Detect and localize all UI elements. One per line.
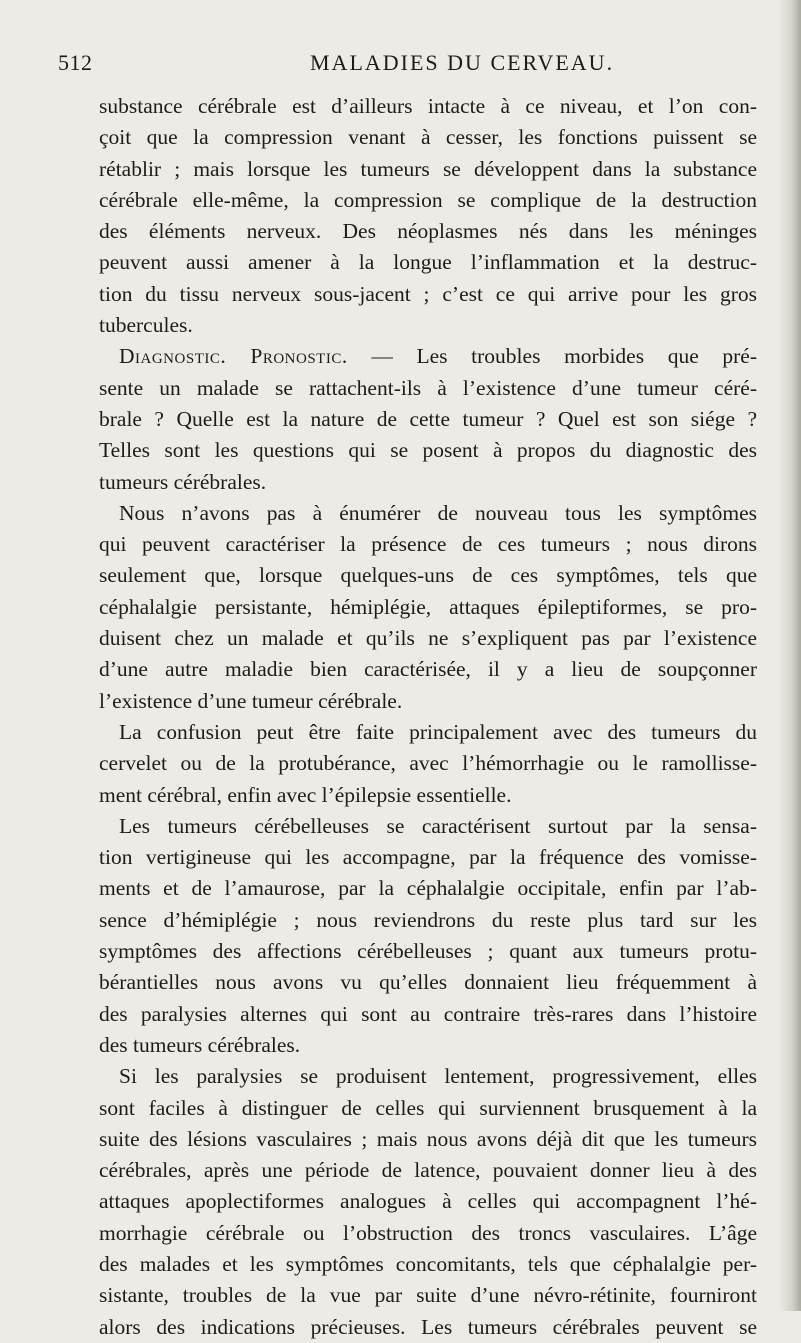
text-line (99, 1218, 757, 1249)
text-line (99, 1124, 757, 1155)
text-line (99, 748, 757, 779)
text-line (99, 498, 757, 529)
line-text: bérantielles nous avons vu qu’elles donnaient lieu fréquemment à (99, 970, 757, 995)
text-line (99, 560, 757, 591)
text-line (99, 717, 757, 748)
line-text: cérébrale elle-même, la compression se complique de la destruction (99, 187, 757, 212)
line-text: substance cérébrale est d’ailleurs intacte à ce niveau, et l’on con- (99, 94, 757, 118)
line-text: des malades et les symptômes concomitants, tels que céphalalgie per- (99, 1251, 757, 1276)
line-text: brale ? Quelle est la nature de cette tumeur ? Quel est son siége ? (99, 406, 757, 431)
text-line (99, 404, 757, 435)
line-text: ment cérébral, enfin avec l’épilepsie essentielle. (99, 782, 512, 807)
line-text: — Les troubles morbides que pré- (371, 344, 758, 369)
text-line (99, 1093, 757, 1124)
text-line (99, 154, 757, 185)
text-line (99, 467, 757, 498)
text-line (99, 873, 757, 904)
body-text (99, 91, 757, 1343)
line-text: sistante, troubles de la vue par suite d’une névro-rétinite, fourniront (99, 1283, 757, 1308)
text-line (99, 1155, 757, 1186)
line-text: çoit que la compression venant à cesser, les fonctions puissent se (99, 125, 757, 150)
line-text: Nous n’avons pas à énumérer de nouveau tous les symptômes (119, 500, 757, 525)
line-text: tion vertigineuse qui les accompagne, par la fréquence des vomisse- (99, 845, 757, 870)
line-text: tion du tissu nerveux sous-jacent ; c’est ce qui arrive pour les gros (99, 281, 757, 306)
text-line (99, 1030, 757, 1061)
section-heading: Diagnostic. Pronostic. (119, 344, 348, 369)
line-text: sont faciles à distinguer de celles qui surviennent brusquement à la (99, 1095, 757, 1120)
page-number: 512 (58, 50, 93, 75)
line-text: des tumeurs cérébrales. (99, 1032, 301, 1057)
line-text: sence d’hémiplégie ; nous reviendrons du reste plus tard sur les (99, 907, 757, 932)
line-text: tumeurs cérébrales. (99, 469, 267, 494)
line-text: rétablir ; mais lorsque les tumeurs se développent dans la substance (99, 156, 757, 181)
line-text: sente un malade se rattachent-ils à l’existence d’une tumeur céré- (99, 375, 757, 400)
line-text: peuvent aussi amener à la longue l’inflammation et la destruc- (99, 250, 757, 275)
text-line (99, 435, 757, 466)
text-line (99, 999, 757, 1030)
text-line (99, 936, 757, 967)
text-line (99, 686, 757, 717)
running-title: MALADIES DU CERVEAU. (310, 50, 615, 75)
text-line (99, 967, 757, 998)
text-line (99, 623, 757, 654)
line-text: qui peuvent caractériser la présence de ces tumeurs ; nous dirons (99, 532, 757, 557)
line-text: morrhagie cérébrale ou l’obstruction des troncs vasculaires. L’âge (99, 1220, 757, 1245)
line-text: Les tumeurs cérébelleuses se caractérisent surtout par la sensa- (119, 813, 757, 838)
line-text: d’une autre maladie bien caractérisée, il y a lieu de soupçonner (99, 657, 757, 682)
page-edge-shadow (779, 0, 801, 1311)
text-line (99, 1249, 757, 1280)
line-text: des éléments nerveux. Des néoplasmes nés dans les méninges (99, 219, 757, 244)
line-text: alors des indications précieuses. Les tumeurs cérébrales peuvent se (99, 1314, 757, 1339)
line-text: La confusion peut être faite principalement avec des tumeurs du (119, 719, 757, 744)
text-line (99, 122, 757, 153)
text-line (99, 529, 757, 560)
line-text: attaques apoplectiformes analogues à celles qui accompagnent l’hé- (99, 1189, 757, 1214)
text-line (99, 592, 757, 623)
line-text: seulement que, lorsque quelques-uns de ces symptômes, tels que (99, 563, 757, 588)
text-line (99, 1186, 757, 1217)
text-line (99, 373, 757, 404)
text-line (99, 1061, 757, 1092)
text-line (99, 341, 757, 372)
text-line (99, 842, 757, 873)
text-line (99, 247, 757, 278)
text-line (99, 216, 757, 247)
text-line (99, 811, 757, 842)
text-line (99, 1280, 757, 1311)
text-line (99, 185, 757, 216)
text-line (99, 279, 757, 310)
line-text: l’existence d’une tumeur cérébrale. (99, 688, 403, 713)
line-text: des paralysies alternes qui sont au contraire très-rares dans l’histoire (99, 1001, 757, 1026)
line-text: cervelet ou de la protubérance, avec l’hémorrhagie ou le ramollisse- (99, 751, 757, 776)
text-line (99, 654, 757, 685)
text-line (99, 905, 757, 936)
line-text: Si les paralysies se produisent lentement, progressivement, elles (119, 1064, 757, 1089)
text-line (99, 91, 757, 122)
line-text: cérébrales, après une période de latence, pouvaient donner lieu à des (99, 1158, 757, 1183)
line-text: suite des lésions vasculaires ; mais nous avons déjà dit que les tumeurs (99, 1126, 757, 1151)
text-line (99, 780, 757, 811)
text-line (99, 1312, 757, 1343)
text-line (99, 310, 757, 341)
page-header (58, 50, 758, 86)
line-text: céphalalgie persistante, hémiplégie, attaques épileptiformes, se pro- (99, 594, 757, 619)
line-text: symptômes des affections cérébelleuses ; quant aux tumeurs protu- (99, 939, 757, 964)
line-text: tubercules. (99, 313, 193, 338)
line-text: Telles sont les questions qui se posent à propos du diagnostic des (99, 438, 757, 463)
line-text: duisent chez un malade et qu’ils ne s’expliquent pas par l’existence (99, 626, 757, 651)
line-text: ments et de l’amaurose, par la céphalalgie occipitale, enfin par l’ab- (99, 876, 757, 901)
